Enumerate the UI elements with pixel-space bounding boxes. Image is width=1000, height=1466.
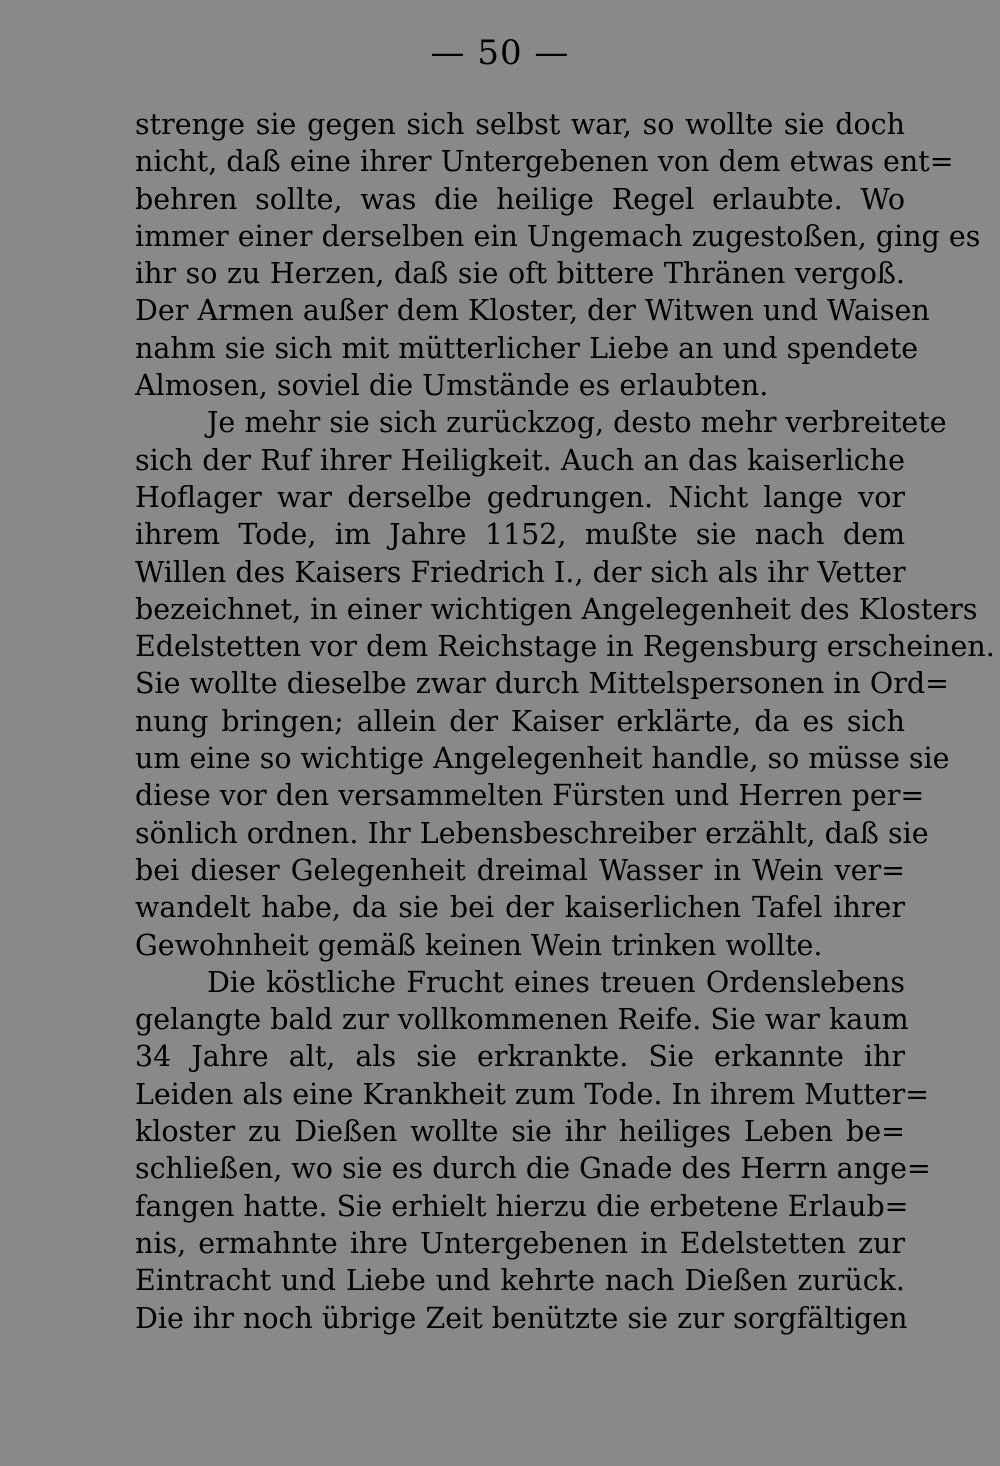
- text-line: Almosen, soviel die Umstände es erlaubten.: [135, 369, 769, 403]
- text-line: nicht, daß eine ihrer Untergebenen von dem etwas ent=: [135, 145, 954, 179]
- text-line: 34 Jahre alt, als sie erkrankte. Sie erkannte ihr: [135, 1040, 905, 1074]
- text-line: diese vor den versammelten Fürsten und Herren per=: [135, 779, 925, 813]
- text-line: Je mehr sie sich zurückzog, desto mehr verbreitete: [207, 406, 947, 440]
- text-line: Der Armen außer dem Kloster, der Witwen und Waisen: [135, 294, 930, 328]
- text-line: Hoflager war derselbe gedrungen. Nicht lange vor: [135, 480, 905, 514]
- text-line: sich der Ruf ihrer Heiligkeit. Auch an das kaiserliche: [135, 443, 905, 477]
- text-line: Edelstetten vor dem Reichstage in Regensburg erscheinen.: [135, 630, 995, 664]
- text-line: Willen des Kaisers Friedrich I., der sich als ihr Vetter: [135, 555, 906, 589]
- text-line: bei dieser Gelegenheit dreimal Wasser in Wein ver=: [135, 853, 905, 887]
- text-line: Leiden als eine Krankheit zum Tode. In ihrem Mutter=: [135, 1077, 930, 1111]
- text-line: nung bringen; allein der Kaiser erklärte, da es sich: [135, 704, 905, 738]
- text-line: wandelt habe, da sie bei der kaiserlichen Tafel ihrer: [135, 891, 905, 925]
- text-line: nis, ermahnte ihre Untergebenen in Edelstetten zur: [135, 1226, 905, 1260]
- text-line: Eintracht und Liebe und kehrte nach Dießen zurück.: [135, 1264, 905, 1298]
- text-line: schließen, wo sie es durch die Gnade des Herrn ange=: [135, 1152, 931, 1186]
- text-line: Sie wollte dieselbe zwar durch Mittelspersonen in Ord=: [135, 667, 950, 701]
- text-line: ihr so zu Herzen, daß sie oft bittere Thränen vergoß.: [135, 257, 905, 291]
- text-line: sönlich ordnen. Ihr Lebensbeschreiber erzählt, daß sie: [135, 816, 929, 850]
- text-line: immer einer derselben ein Ungemach zugestoßen, ging es: [135, 219, 981, 253]
- text-line: behren sollte, was die heilige Regel erlaubte. Wo: [135, 182, 905, 216]
- body-text: [135, 106, 995, 1337]
- text-line: Die ihr noch übrige Zeit benützte sie zur sorgfältigen: [135, 1301, 908, 1335]
- text-line: kloster zu Dießen wollte sie ihr heiliges Leben be=: [135, 1115, 905, 1149]
- text-line: Die köstliche Frucht eines treuen Ordenslebens: [207, 965, 905, 999]
- text-line: ihrem Tode, im Jahre 1152, mußte sie nach dem: [135, 518, 905, 552]
- text-line: fangen hatte. Sie erhielt hierzu die erbetene Erlaub=: [135, 1189, 909, 1223]
- text-line: um eine so wichtige Angelegenheit handle, so müsse sie: [135, 742, 950, 776]
- text-line: nahm sie sich mit mütterlicher Liebe an und spendete: [135, 331, 919, 365]
- text-line: gelangte bald zur vollkommenen Reife. Sie war kaum: [135, 1003, 909, 1037]
- page-number: — 50 —: [430, 33, 570, 73]
- text-line: bezeichnet, in einer wichtigen Angelegenheit des Klosters: [135, 592, 978, 626]
- text-line: strenge sie gegen sich selbst war, so wollte sie doch: [135, 108, 905, 141]
- text-line: Gewohnheit gemäß keinen Wein trinken wollte.: [135, 928, 823, 962]
